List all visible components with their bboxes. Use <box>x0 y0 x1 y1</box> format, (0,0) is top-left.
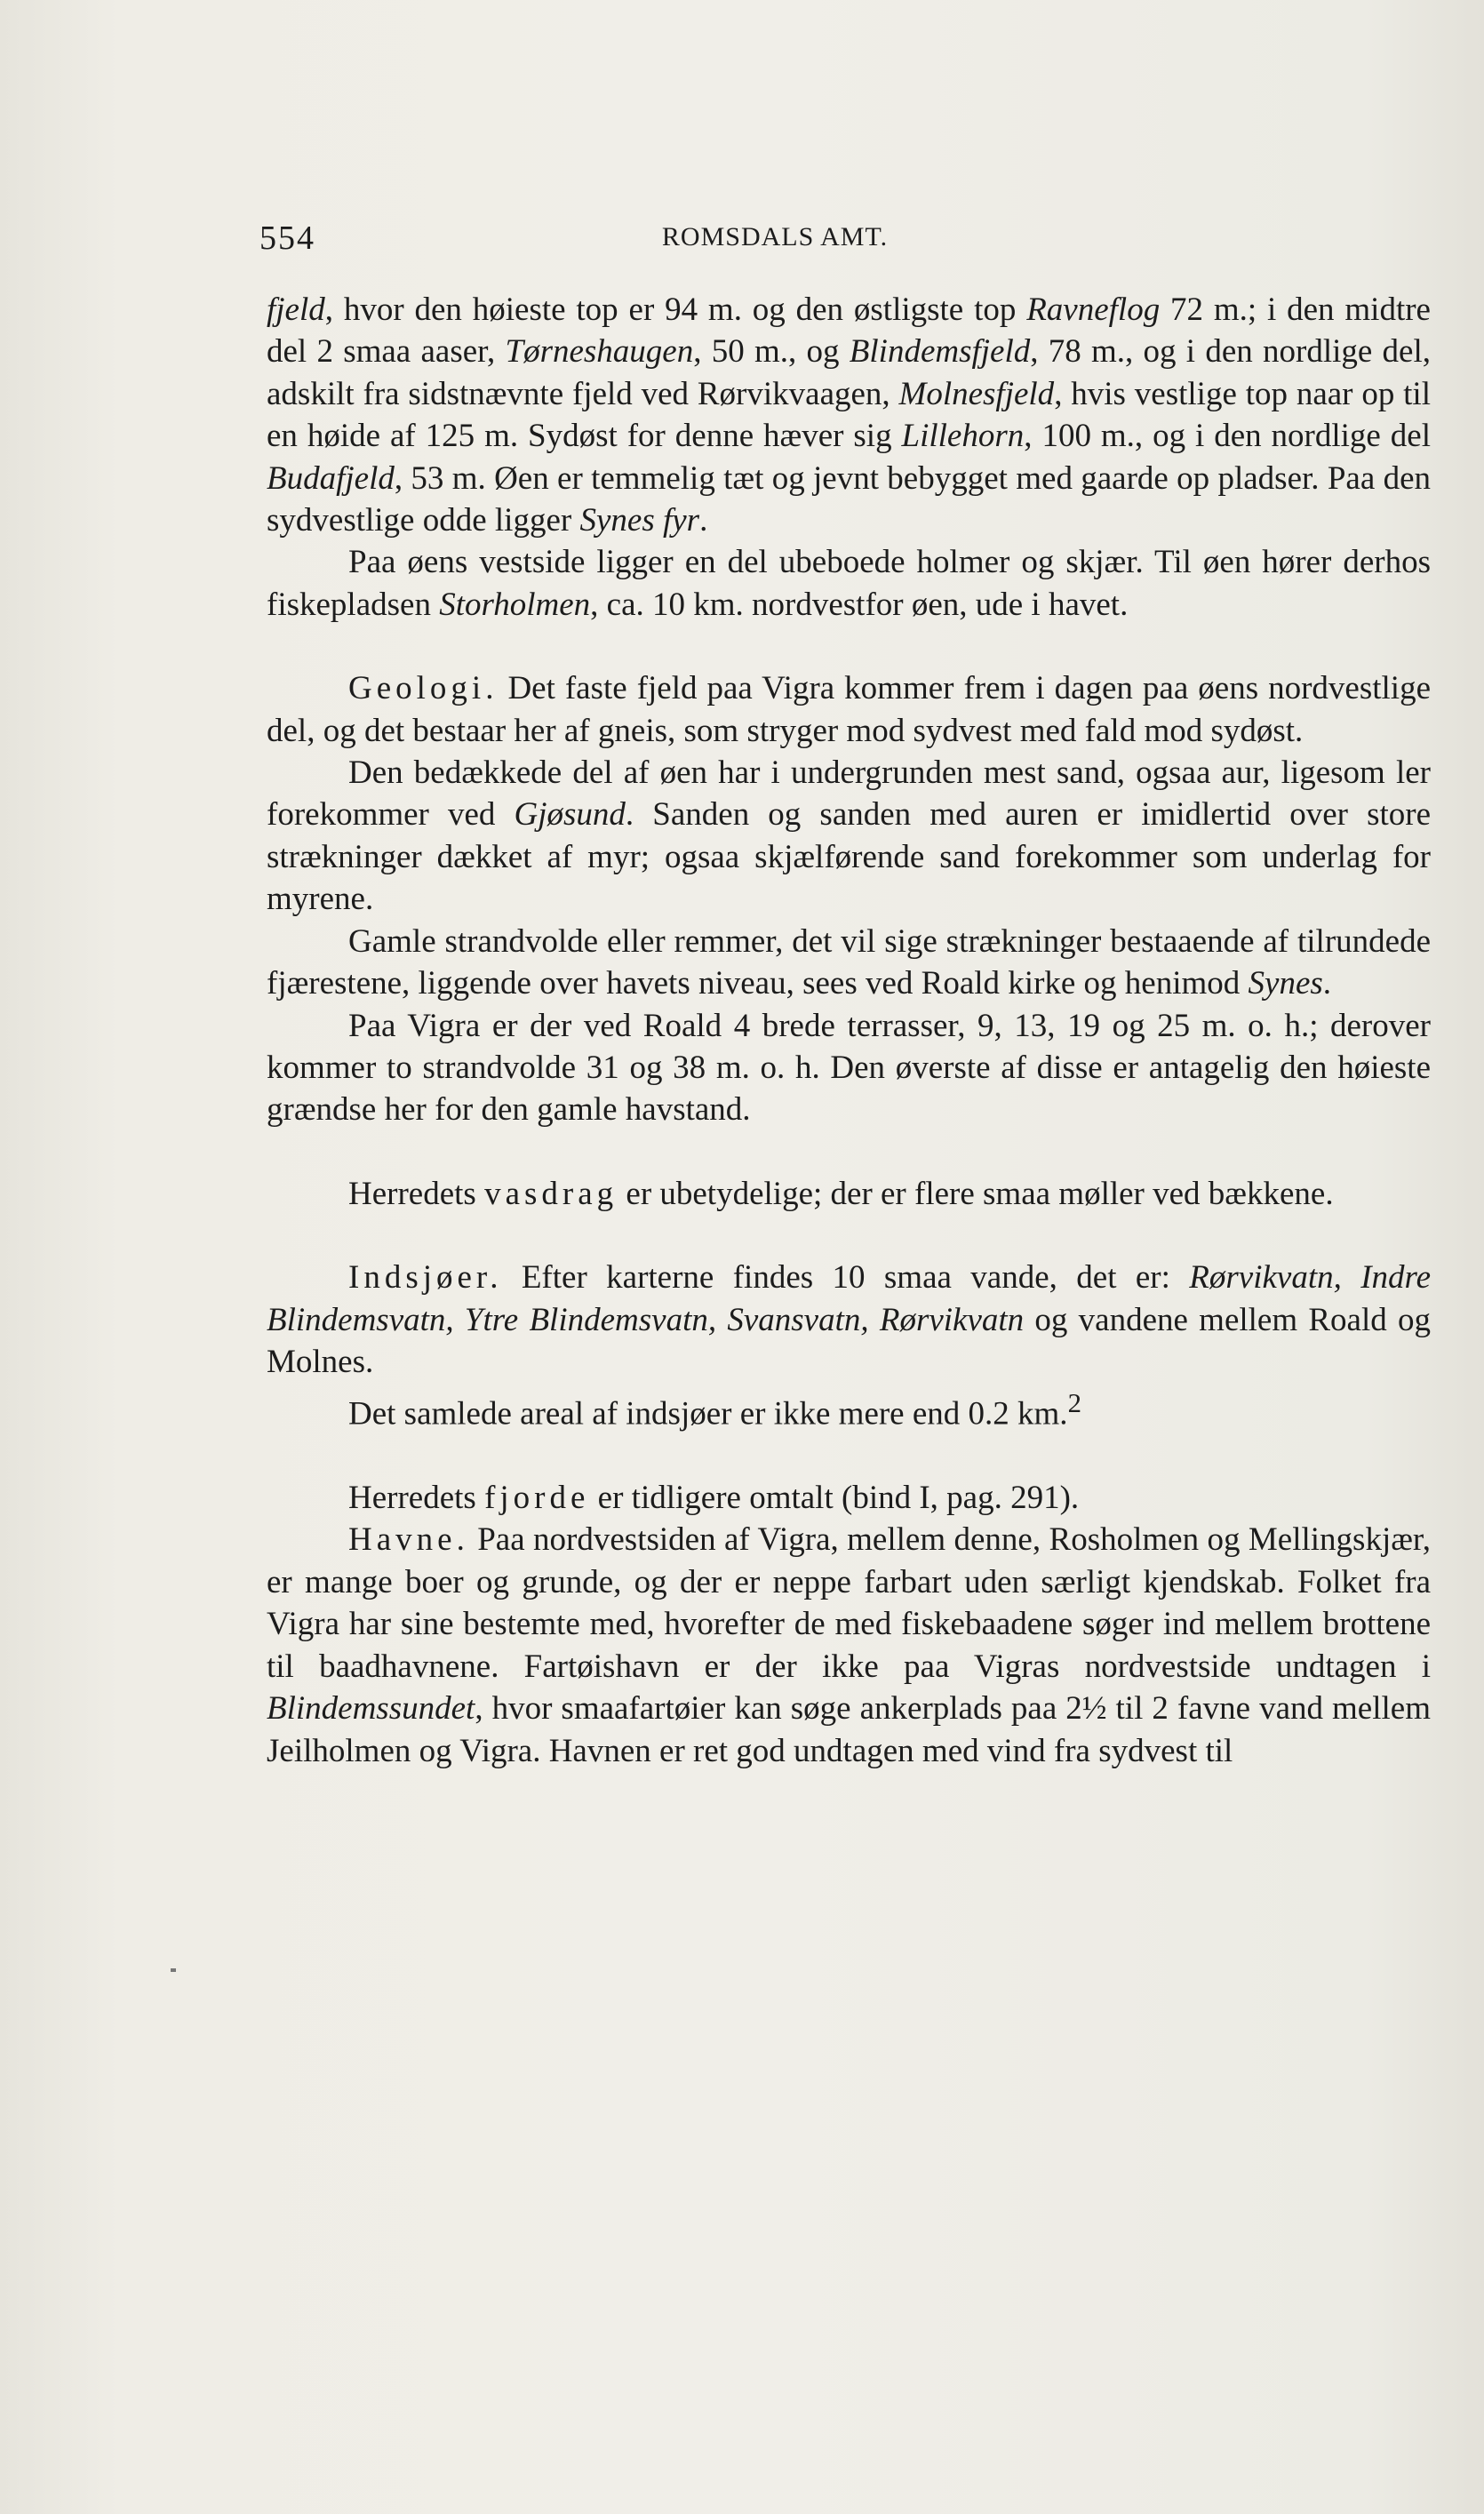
text-run: 72 m.; i den midtre del 2 smaa aaser, <box>267 291 1431 371</box>
spaced-heading: vasdrag <box>484 1175 618 1212</box>
paragraph <box>267 1005 1431 1131</box>
superscript: 2 <box>1067 1388 1081 1419</box>
text-run: , 50 m., og <box>693 333 850 371</box>
italic-text: Blindemssundet <box>267 1690 475 1728</box>
text-run: . <box>1322 965 1332 1002</box>
text-run: Paa nordvestsiden af Vigra, mellem denne, Rosholmen og Mellingskjær, er mange boer og grunde, og der er neppe farbart uden særligt kjendskab. Folket fra Vigra har sine bestemte med, hvorefter de med fiskebaadene søger ind mellem brottene til baadhavnene. Fartøishavn er der ikke paa Vigras nordvestside undtagen i <box>267 1521 1431 1685</box>
spaced-heading: Havne. <box>348 1521 469 1559</box>
paragraph <box>267 752 1431 921</box>
page-number: 554 <box>259 219 315 257</box>
italic-text: Lillehorn <box>901 418 1025 455</box>
text-run: Gamle strandvolde eller remmer, det vil sige strækninger bestaaende af tilrundede fjærestene, liggende over havets niveau, sees ved Roald kirke og henimod <box>267 922 1431 1002</box>
italic-text: Synes <box>1248 965 1323 1002</box>
paragraph <box>267 667 1431 752</box>
page-header <box>259 219 1441 258</box>
body-text <box>267 289 1431 1772</box>
italic-text: Storholmen <box>439 586 591 623</box>
text-run: er ubetydelige; der er flere smaa møller ved bækkene. <box>618 1175 1334 1212</box>
text-run: Efter karterne findes 10 smaa vande, det er: <box>502 1259 1190 1297</box>
italic-text: Molnesfjeld <box>898 375 1055 412</box>
text-run: , hvor den høieste top er 94 m. og den østligste top <box>324 291 1027 328</box>
italic-text: Tørneshaugen <box>505 333 694 371</box>
running-head: ROMSDALS AMT. <box>661 222 889 251</box>
paragraph <box>267 1477 1431 1519</box>
text-run: og vandene mellem Roald og Molnes. <box>267 1301 1431 1380</box>
paragraph <box>267 1173 1431 1215</box>
spaced-heading: fjorde <box>484 1480 590 1517</box>
text-run: , 53 m. Øen er temmelig tæt og jevnt bebygget med gaarde op pladser. Paa den sydvestlige odde ligger <box>267 459 1431 539</box>
text-run: Det samlede areal af indsjøer er ikke mere end 0.2 km. <box>348 1395 1068 1433</box>
text-run: Paa øens vestside ligger en del ubeboede holmer og skjær. Til øen hører derhos fiskepladsen <box>267 544 1431 623</box>
spaced-heading: Indsjøer. <box>348 1259 503 1297</box>
paragraph <box>267 1383 1431 1435</box>
paragraph <box>267 541 1431 626</box>
italic-text: Blindemsfjeld <box>849 333 1031 371</box>
margin-mark <box>171 1968 176 1972</box>
paragraph <box>267 921 1431 1005</box>
text-run: Herredets <box>348 1480 485 1517</box>
italic-text: Synes fyr <box>579 502 700 539</box>
italic-text: Budafjeld <box>267 459 395 497</box>
paragraph <box>267 1257 1431 1383</box>
text-run: , 78 m., og i den nordlige del, adskilt fra sidstnævnte fjeld ved Rørvikvaagen, <box>267 333 1432 412</box>
text-run: Paa Vigra er der ved Roald 4 brede terrasser, 9, 13, 19 og 25 m. o. h.; derover kommer to strandvolde 31 og 38 m. o. h. Den øverste af disse er antagelig den høieste grændse her for den gamle havstand. <box>267 1007 1431 1129</box>
text-run: , hvor smaafartøier kan søge ankerplads paa 2½ til 2 favne vand mellem Jeilholmen og Vigra. Havnen er ret god undtagen med vind fra sydvest til <box>267 1690 1431 1769</box>
text-run: Det faste fjeld paa Vigra kommer frem i dagen paa øens nordvestlige del, og det bestaar her af gneis, som stryger mod sydvest med fald mod sydøst. <box>267 670 1431 749</box>
text-run: er tidligere omtalt (bind I, pag. 291). <box>589 1480 1080 1517</box>
italic-text: Rørvikvatn, Indre Blindemsvatn, Ytre Blindemsvatn, Svansvatn, Rørvikvatn <box>267 1259 1431 1338</box>
paragraph <box>267 1519 1431 1771</box>
text-run: . Sanden og sanden med auren er imidlertid over store strækninger dækket af myr; ogsaa skjælførende sand forekommer som underlag for myrene. <box>267 796 1431 918</box>
italic-text: Gjøsund <box>514 796 626 834</box>
text-run: Den bedækkede del af øen har i undergrunden mest sand, ogsaa aur, ligesom ler forekommer ved <box>267 754 1431 834</box>
text-run: . <box>699 502 708 539</box>
text-run: Herredets <box>348 1175 485 1212</box>
text-run: , hvis vestlige top naar op til en høide af 125 m. Sydøst for denne hæver sig <box>267 375 1431 455</box>
paragraph <box>267 289 1431 541</box>
italic-text: Ravneflog <box>1026 291 1161 328</box>
text-run: , 100 m., og i den nordlige del <box>1024 418 1431 455</box>
italic-text: fjeld <box>267 291 325 328</box>
text-run: , ca. 10 km. nordvestfor øen, ude i havet. <box>590 586 1129 623</box>
spaced-heading: Geologi. <box>348 670 499 707</box>
